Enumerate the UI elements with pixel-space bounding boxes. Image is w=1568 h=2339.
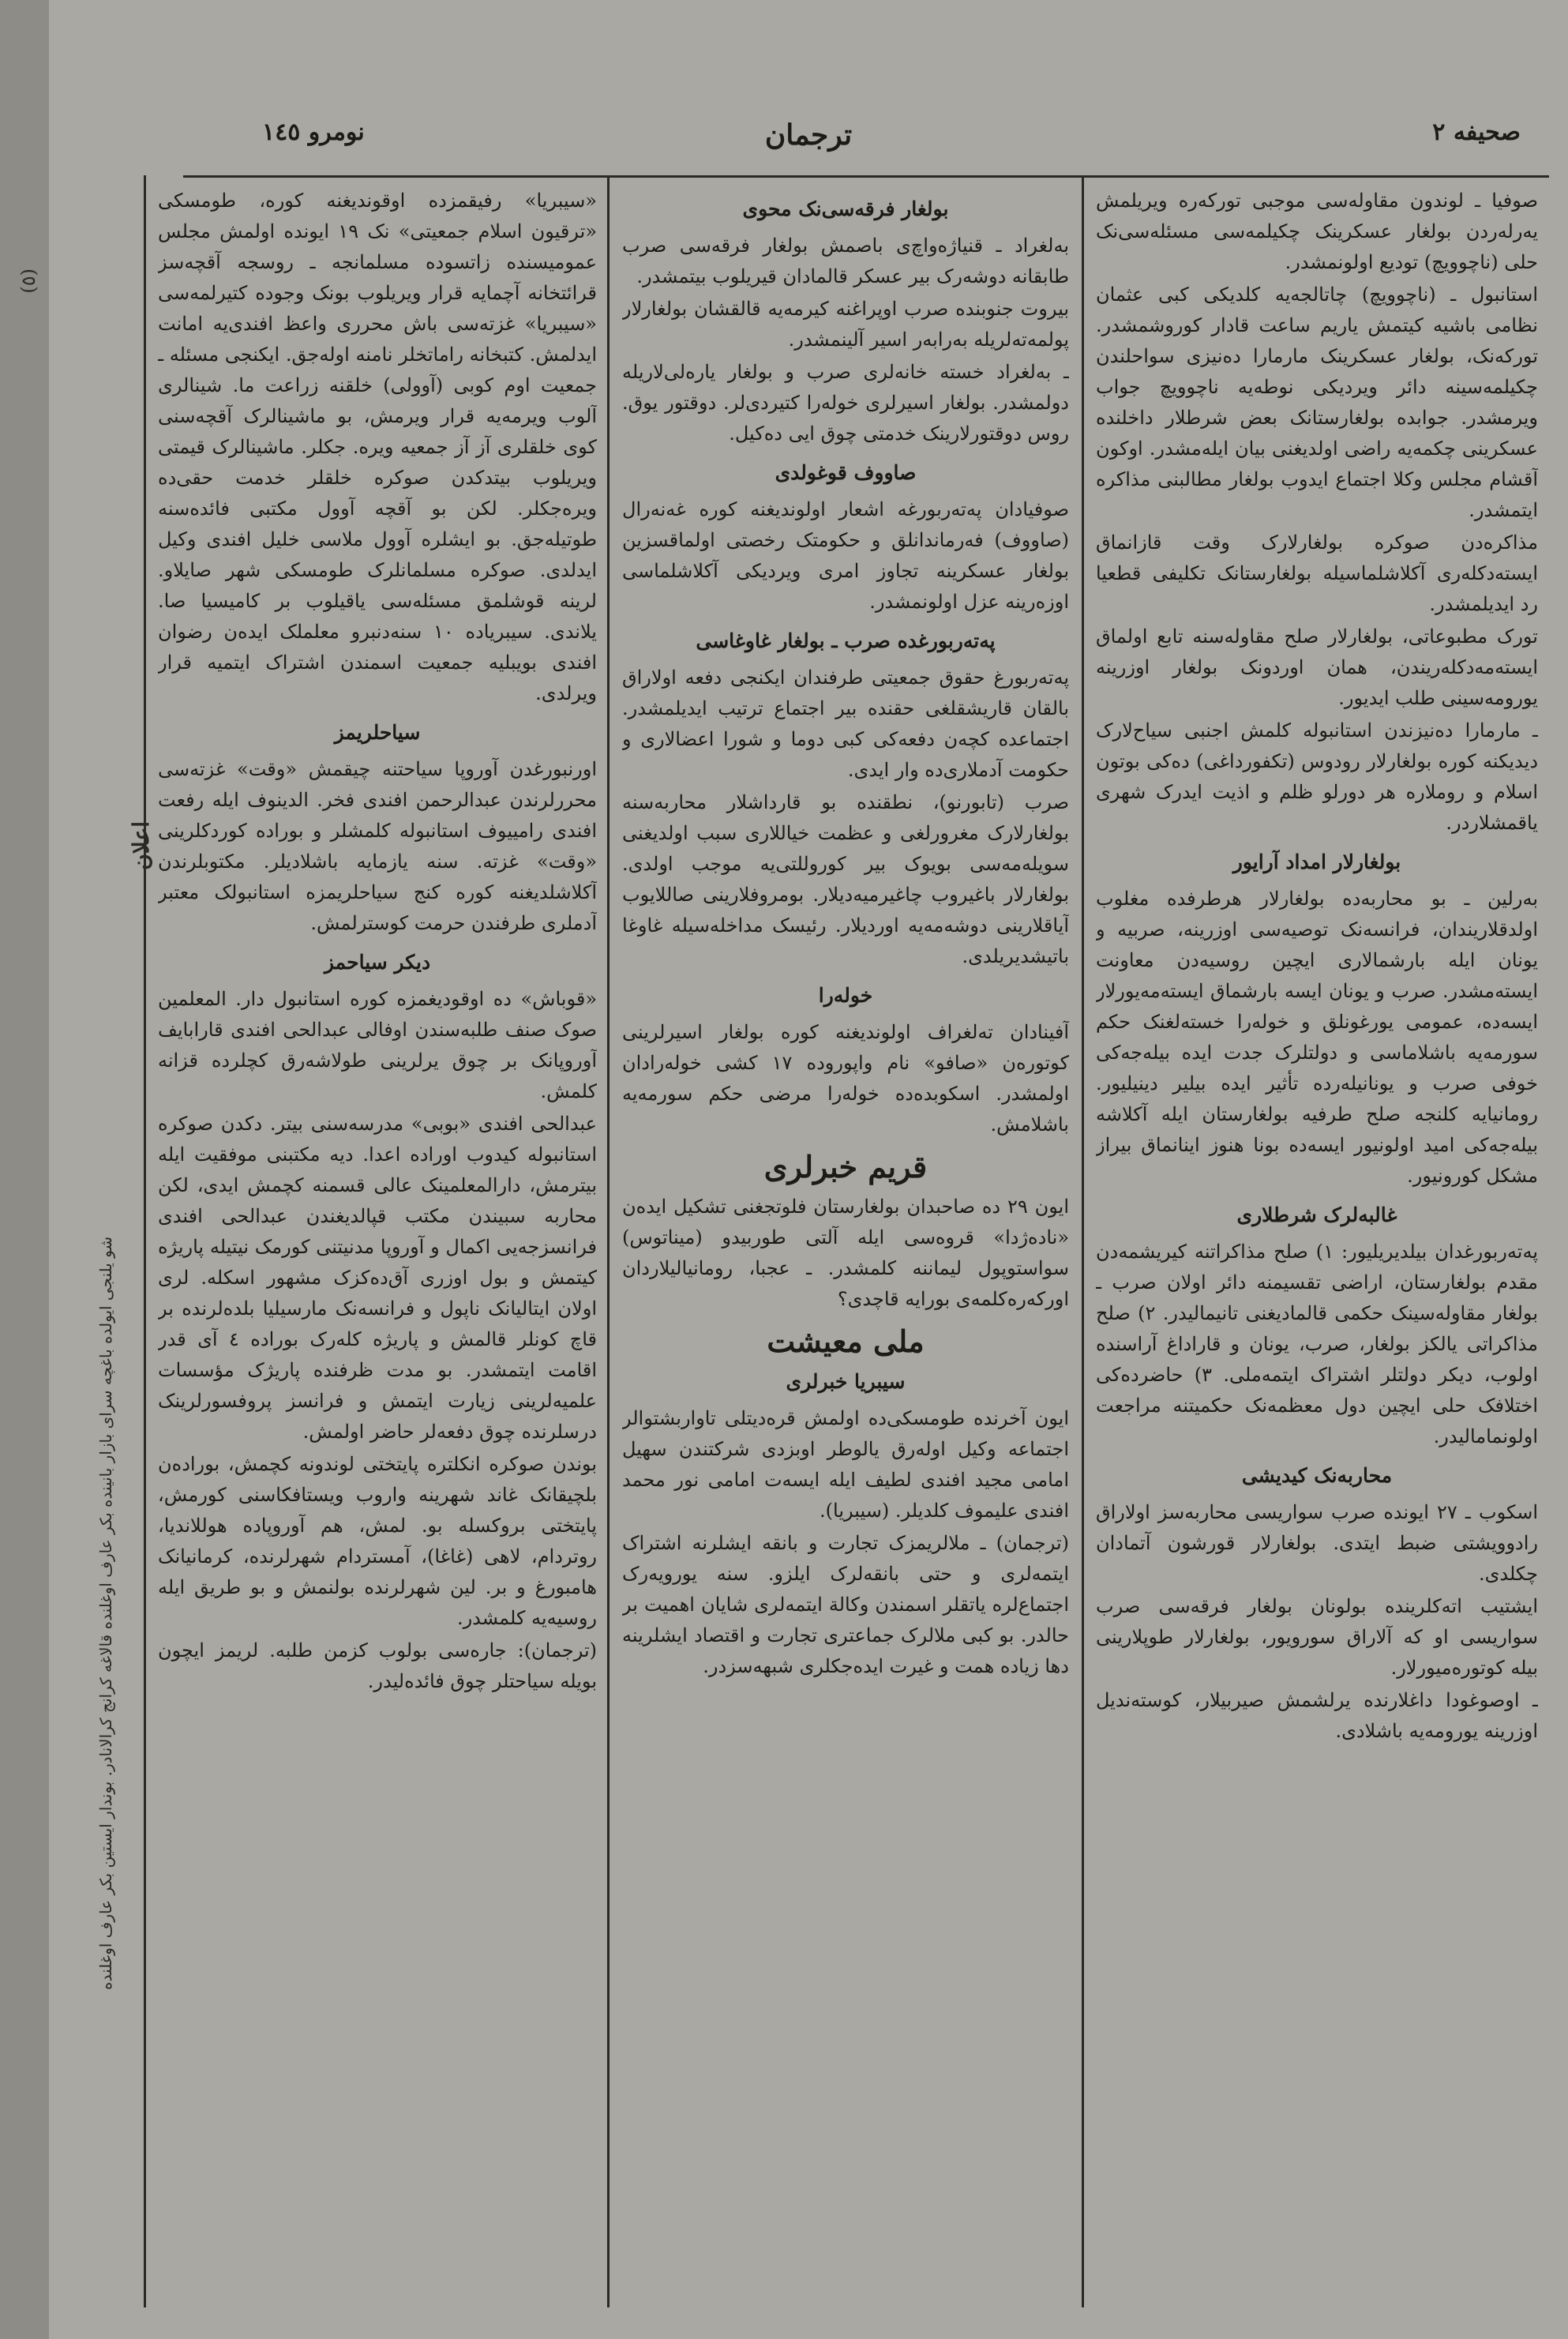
major-heading: قریم خبرلری	[763, 1149, 928, 1185]
article-paragraph: بەلغراد ـ قنیاژەواچ‌ی باصمش بولغار فرقه‌سی صرب طابقانه دوشه‌رک بیر عسکر قالمادان قیریلوب بیتمشدر.	[622, 235, 1069, 287]
article-paragraph: پەتەربورغدان بیلدیریلیور: ۱) صلح مذاکراتنه کیریشمه‌دن مقدم بولغارستان، اراضی تقسیمنه دائر اولان صرب ـ بولغار مقاوله‌سینک حکمی قالمادیغنی تانیمالیدر. ۲) صلح مذاکراتی یالکز بولغار، صرب، یونان و قاراداغ آراسنده اولوب، دیکر دولتلر اشتراک ایتمه‌ملی. ۳) حاضرده‌کی اختلافک حلی ایچین دول معظمه‌نک حکمیتنه مراجعت اولونمامالیدر.	[1096, 1241, 1538, 1447]
section-heading: صاووف قوغولدی	[775, 461, 917, 484]
section-heading: محاربه‌نک کیدیشی	[1241, 1464, 1393, 1487]
section-heading: غالبه‌لرک شرطلاری	[1236, 1203, 1397, 1226]
column-divider-right	[1082, 175, 1084, 2307]
article-paragraph: اسکوب ـ ۲۷ ایونده صرب سواریسی محاربه‌سز اولاراق رادوویشتی ضبط ایتدی. بولغارلار قورشون آتمادان چکلدی.	[1096, 1501, 1538, 1585]
article-paragraph: ـ اوصوغودا داغلارنده یرلشمش صیربیلار، کوسته‌ندیل اوزرینه یورومه‌یه باشلادی.	[1096, 1689, 1538, 1742]
article-paragraph: ایشتیب اته‌کلرینده بولونان بولغار فرقه‌سی صرب سواریسی او که آلاراق سورویور، بولغارلار طوپلارینی بیله کوتوره‌میورلار.	[1096, 1595, 1538, 1679]
article-paragraph: ایون ۲۹ ده صاحبدان بولغارستان فلوتجغنی تشکیل ایدەن «نادەژدا» قروه‌سی ایله آلتی طوربیدو (میناتوس) سواستوپول لیماننه کلمشدر. ـ عجبا، رومانیالیلاردان اورکه‌رەکلمه‌ی بورایه قاچدی؟	[622, 1196, 1069, 1310]
article-paragraph: (ترجمان): جارەسی بولوب کزمن طلبه. لریمز ایچون بویله سیاحتلر چوق فائده‌لیدر.	[158, 1639, 597, 1692]
article-paragraph: صوفیادان پەتەربورغه اشعار اولوندیغنه کوره غه‌نه‌رال (صاووف) فەرماندانلق و حکومتک رخصتی اولماقسزین بولغار عسکرینه تجاوز امری ویردیکی آکلاشلماسی اوزەرینه عزل اولونمشدر.	[622, 498, 1069, 613]
page-number-label: صحیفه ۲	[1432, 118, 1521, 146]
major-heading: ملی معیشت	[767, 1323, 925, 1359]
article-paragraph: بیروت جنوبنده صرب اوپراغنه کیرمه‌یه قالقشان بولغارلار پولمه‌ته‌لریله بەرابەر اسیر آلینمشدر.	[622, 298, 1069, 351]
article-paragraph: ـ بەلغراد خسته خانه‌لری صرب و بولغار یاره‌لی‌لاریله دولمشدر. بولغار اسیرلری خوله‌را کتیردی‌لر. دوقتور یوق. روس دوقتورلارینک خدمتی چوق ایی ده‌کیل.	[622, 361, 1069, 445]
article-paragraph: آفینادان تەلغراف اولوندیغنه کوره بولغار اسیرلرینی کوتورەن «صافو» نام واپوروده ۱۷ کشی خوله‌رادان اولمشدر. اسکوبده‌ده خوله‌را مرضی حکم سورمه‌یه باشلامش.	[622, 1021, 1069, 1136]
article-paragraph: مذاکره‌دن صوکره بولغارلارک وقت قازانماق ایسته‌دکله‌ری آکلاشلماسیله بولغارستانک تکلیفی قطعیا رد ایدیلمشدر.	[1096, 531, 1538, 615]
margin-page-mark: (٥)	[17, 268, 39, 294]
newspaper-page	[17, 0, 1568, 2339]
article-paragraph: عبدالحی افندی «بوبی» مدرسه‌سنی بیتر. دکدن صوکره استانبوله کیدوب اوراده اعدا. دیه مکتبنی موفقیت ایله بیترمش، دارالمعلمینک عالی قسمنه کچمش ایدی، لکن محاربه سبیندن مکتب قپالدیغندن عبدالحی افندی فرانسزجه‌یی اکمال و آوروپا مدنیتنی کورمک نیتیله پاریژه کیتمش و بول اوزری آق‌دەکزک مشهور اسکله. لری اولان ایتالیانک ناپول و فرانسه‌نک مارسیلیا بلدەلرنده بر قاچ کونلر قالمش و پاریژه کله‌رک بوراده ٤ آی قدر اقامت ایتمشدر. بو مدت ظرفنده پاریژک مؤسسات علمیه‌لرینی زیارت ایتمش و فرانسز پروفسورلرینک درسلرنده چوق دفعه‌لر حاضر اولمش.	[158, 1113, 597, 1443]
section-heading: پەتەربورغده صرب ـ بولغار غاوغاسی	[696, 629, 996, 652]
article-paragraph: ایون آخرنده طومسکی‌ده اولمش قره‌دیتلی تاواربشتوالر اجتماعه وکیل اولەرق یالوطر اوبزدی شرکتندن سهیل امامی مجید افندی لطیف ایله ایسه‌ت امامی نور محمد افندی علیموف کلدیلر. (سیبریا).	[622, 1407, 1069, 1522]
article-paragraph: بەرلین ـ بو محاربه‌ده بولغارلار هرطرفده مغلوب اولدقلاریندان، فرانسه‌نک توصیه‌سی اوزرینه، صربیه و یونان ایله بارشمالاری ایچین روسیه‌دن معاونت ایسته‌مشدر. صرب و یونان ایسه بارشماق ایسته‌مه‌یورلار ایسه‌ده، عمومی یورغونلق و خوله‌را خسته‌لغنک حکم سورمه‌یه باشلاماسی و دولتلرک جدت ایده بیله‌جه‌کی خوفی صرب و یونانیله‌رده تأثیر ایده بیلیر دینیلیور. رومانیایه کلنجه صلح طرفیه بولغارستان ایله آکلاشه بیله‌جه‌کی امید اولونیور ایسه‌ده بونا هنوز اینانماق بیراز مشکل کورونیور.	[1096, 888, 1538, 1187]
article-paragraph: اورنبورغدن آوروپا سیاحتنه چیقمش «وقت» غزته‌سی محررلرندن عبدالرحمن افندی فخر. الدینوف ایله رفعت افندی رامییوف استانبوله کلمشلر و بوراده کوردکلرینی «وقت» غزته. سنه یازمایه باشلادیلر. مکتوبلرندن آکلاشلدیغنه کوره کنج سیاحلریمزه استانبولک معتبر آدملری طرفندن حرمت کوسترلمش.	[158, 758, 597, 934]
column-divider-middle	[607, 175, 610, 2307]
article-paragraph: «قوباش» ده اوقودیغمزه کوره استانبول دار. المعلمین صوک صنف طلبه‌سندن اوفالی عبدالحی افندی قارابایف آوروپانک بر چوق یرلرینی طولاشه‌رق کچلرده قزانه کلمش.	[158, 988, 597, 1102]
margin-divider	[144, 175, 146, 2307]
article-paragraph: تورک مطبوعاتی، بولغارلار صلح مقاوله‌سنه تابع اولماق ایسته‌مه‌دکله‌ریندن، همان اوردونک بولغار اوزرینه یورومه‌سینی طلب ایدیور.	[1096, 625, 1538, 709]
margin-ad-text: شو یلنجی ایولده باغچه سرای بازار بانینده بکر عارف اوغلنده قالاغه کرانج کرالانادر. بوندار ایستین بکر عارف اوغلنده	[96, 1236, 115, 1990]
section-heading: خوله‌را	[818, 984, 873, 1007]
section-heading: دیکر سیاحمز	[324, 951, 431, 974]
middle-column	[622, 186, 1069, 2318]
article-paragraph: استانبول ـ (ناچوویچ) چاتالجه‌یه کلدیکی کبی عثمان نظامی باشیه کیتمش یاریم ساعت قادار کوروشمشدر. تورکه‌نک، بولغار عسکرینک مارمارا دەنیزی سواحلندن چکیلمه‌سینه دائر ویردیکی نوطه‌یه ناچوویچ جواب ویرمشدر. جوابده بولغارستانک بعض شرطلار داخلنده عسکرینی چکمه‌یه راضی اولدیغنی بیان ایله‌مشدر. اوکون آقشام مجلس وکلا اجتماع ایدوب بولغار مطالبنی مذاکره ایتمشدر.	[1096, 283, 1538, 521]
section-heading: سیاحلریمز	[334, 721, 421, 744]
left-column	[158, 186, 597, 2318]
article-paragraph: ـ مارمارا دەنیزندن استانبوله کلمش اجنبی سیاح‌لارک دیدیکنه کوره بولغارلار رودوس (تکفورداغی) ده‌کی بوتون اسلام و روملاره هر دورلو ظلم و اذیت ایدرک شهری یاقمشلاردر.	[1096, 719, 1538, 834]
article-paragraph: «سیبریا» رفیقمزده اوقوندیغنه کوره، طومسکی «ترقیون اسلام جمعیتی» نک ۱۹ ایونده اولمش مجلس عمومیسنده زاتسوده مسلمانجه ـ روسجه آقچه‌سز قرائتخانه آچمایه قرار ویریلوب بونک وجوده کتیرلمه‌سی «سیبریا» غزته‌سی باش محرری واعظ افندی‌یه امانت ایدلمش. کتبخانه راماتخلر نامنه اولەجق. ایکنجی مسئله ـ جمعیت اوم کوبی (آوولی) خلقنه زراعت ما. شینالری آلوب ویرمه‌یه قرار ویرمش، بو ماشینالرک آقچه‌سنی کوی خلقلری آز آز جمعیه ویره. جکلر. ماشینالرک قیمتی ویریلوب بیتدکدن صوکره خلقلر خدمت حقی‌ده ویره‌جکلر. لکن بو آقچه آوول مکتبی فائده‌سنه طوتیله‌جق. بو ایشلره آوول ملاسی خلیل افندی وکیل ایدلدی. صوکره مسلمانلرک طومسکی شهر صایلاو. لرینه قوشلمق مسئله‌سی یاقیلوب بر کامیسیا صا. یلاندی. سیبریاده ۱۰ سنه‌دنبرو معلملک ایدەن رضوان افندی بویبلیه جمعیت اسمندن اشتراک ایتمیه قرار ویرلدی.	[158, 190, 597, 704]
section-heading: سیبریا خبرلری	[786, 1370, 906, 1393]
newspaper-title: ترجمان	[764, 118, 853, 152]
article-paragraph: بوندن صوکره انکلتره پایتختی لوندونه کچمش، بوراده‌ن بلچیقانک غاند شهرینه واروب ویستافکاسنی کورمش، پایتختی بروکسله بو. لمش، هم آوروپاده هوللاندیا، روتردام، لاهی (غاغا)، آمستردام شهرلرنده، کرمانیانک هامبورغ و بر. لین شهرلرنده بولنمش و بو طریق ایله روسیه‌یه کلمشدر.	[158, 1453, 597, 1629]
article-paragraph: صرب (تابورنو)، نطقنده بو قارداشلار محاربه‌سنه بولغارلارک مغرورلغی و عظمت خیاللاری سبب اولدیغنی سویله‌مه‌سی بویوک بیر کوروللتی‌یه موجب اولدی. بولغارلار باغیروب چاغیرمیه‌دیلار. بومروفلارینی صاللایوب آیاقلارینی دوشه‌مه‌یه اوردیلار. رئیسک مداخله‌سیله غاوغا باتیشدیریلدی.	[622, 791, 1069, 967]
article-paragraph: صوفیا ـ لوندون مقاوله‌سی موجبی تورکه‌ره ویریلمش یه‌رله‌ردن بولغار عسکرینک چکیلمه‌سی مسئله‌سی‌نک حلی (ناچوویچ) تودیع اولونمشدر.	[1096, 190, 1538, 273]
section-heading: بولغار فرقه‌سی‌نک محوی	[742, 197, 949, 220]
header-rule	[183, 175, 1549, 178]
right-column	[1096, 186, 1538, 2318]
article-paragraph: (ترجمان) ـ ملالریمزک تجارت و بانقه ایشلرنه اشتراک ایتمه‌لری و حتی بانقه‌لرک ایلزو. سنه یورویه‌رک اجتماع‌لره یاتقلر اسمندن وکالة ایتمه‌لری شایان اهمیت بر حالدر. بو کبی ملالرک جماعتری تجارت و اقتصاد ایشلرینه دها زیاده همت و غیرت ایده‌جکلری شبهه‌سزدر.	[622, 1532, 1069, 1677]
issue-number-label: نومرو ۱٤٥	[262, 118, 365, 146]
article-paragraph: پەتەربورغ حقوق جمعیتی طرفندان ایکنجی دفعه اولاراق بالقان قاریشقلغی حقنده بیر اجتماع ترتیب ایدیلمشدر. اجتماعده کچه‌ن دفعه‌کی کبی دوما و شورا اعضالاری و حکومت آدملاری‌ده وار ایدی.	[622, 666, 1069, 781]
margin-ad-label: اعلان	[128, 821, 154, 870]
section-heading: بولغارلار امداد آرایور	[1232, 850, 1401, 873]
